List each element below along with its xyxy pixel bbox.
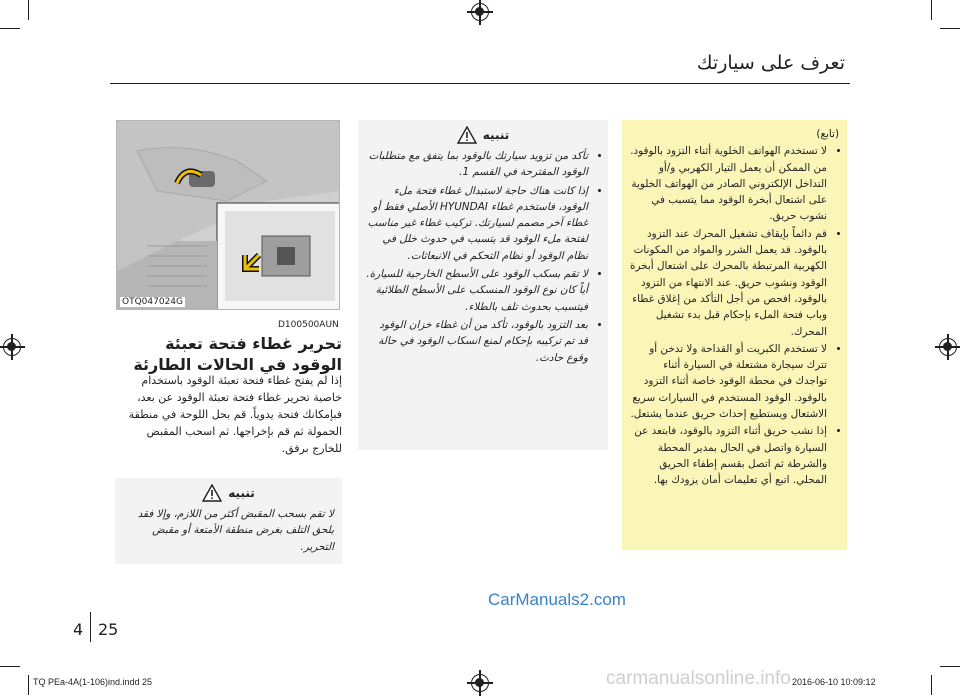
footer-filename: TQ PEa-4A(1-106)ind.indd 25 (33, 677, 153, 687)
warning-box-fuel (358, 120, 608, 450)
header-divider (110, 83, 850, 84)
section-code: D100500AUN (278, 320, 339, 330)
warning-box-handle (115, 478, 342, 564)
watermark-link[interactable]: CarManuals2.com (488, 590, 626, 609)
page-number: 25 (98, 620, 119, 639)
warning-title: تنبيه (228, 485, 255, 500)
crop-mark (931, 675, 932, 695)
warning-header (123, 484, 334, 502)
list-item: • لا تقم بسكب الوقود على الأسطح الخارجية للسيارة. أياً كان نوع الوقود المنسكب على الأسطح الطلائية فيتسبب بحدوث تلف بالطلاء. (366, 266, 588, 315)
crop-mark (28, 675, 29, 695)
footer-site-watermark[interactable]: carmanualsonline.info (606, 668, 791, 689)
registration-mark-icon (471, 3, 489, 21)
caution-box (622, 120, 847, 550)
crop-mark (931, 0, 932, 20)
crop-mark (0, 666, 20, 667)
caution-list (630, 143, 839, 488)
warning-triangle-icon (457, 126, 477, 144)
registration-mark-icon (939, 338, 957, 356)
page-number-divider (90, 612, 91, 642)
section-title: تحرير غطاء فتحة تعبئة الوقود في الحالات الطارئة (133, 334, 342, 374)
list-item: • إذا كانت هناك حاجة لاستبدال غطاء فتحة ملء الوقود، فاستخدم غطاء HYUNDAI الأصلي فقط أو غطاء آخر مصمم لسيارتك. تركيب غطاء غير مناسب لفتحة ملء الوقود قد يتسبب في حدوث خلل في نظام الوقود أو نظام التحكم في الانبعاثات. (366, 183, 588, 264)
footer-timestamp: 2016-06-10 10:09:12 (792, 677, 876, 687)
caution-continued-label: (تابع) (816, 128, 839, 140)
registration-mark-icon (3, 338, 21, 356)
fuel-door-release-photo (116, 120, 340, 310)
list-item: • قم دائماً بإيقاف تشغيل المحرك عند التزود بالوقود. قد يعمل الشرر والمواد من المكونات الكهربية المرتبطة بالمحرك على اشتعال أبخرة الوقود ونشوب حريق. عند الانتهاء من التزود بالوقود، افحص من أجل التأكد من إغلاق غطاء وباب فتحة الملء بإحكام قبل بدء تشغيل المحرك. (630, 226, 827, 340)
list-item: • بعد التزود بالوقود، تأكد من أن غطاء خزان الوقود قد تم تركيبه بإحكام لمنع انسكاب الوقود في حالة وقوع حادث. (366, 317, 588, 366)
list-item: • تأكد من تزويد سيارتك بالوقود بما يتفق مع متطلبات الوقود المقترحة في القسم 1. (366, 148, 588, 181)
list-item: • إذا نشب حريق أثناء التزود بالوقود، فابتعد عن السيارة واتصل في الحال بمدير المحطة والشرطة ثم اتصل بقسم إطفاء الحريق المحلي. اتبع أي تعليمات أمان يزودك بها. (630, 423, 827, 488)
crop-mark (940, 666, 960, 667)
list-item: • لا تستخدم الكبريت أو القداحة ولا تدخن أو تترك سيجارة مشتعلة في السيارة أثناء تواجدك في محطة الوقود خاصة أثناء التزود بالوقود. الوقود المستخدم في السيارات سريع الاشتعال ويستطيع إحداث حريق عندما يشتعل. (630, 341, 827, 422)
page-header-title: تعرف على سيارتك (696, 52, 845, 74)
chapter-number: 4 (73, 620, 84, 639)
photo-code: OTQ047024G (122, 297, 183, 307)
warning-triangle-icon (202, 484, 222, 502)
trunk-panel-illustration (117, 121, 340, 310)
list-item: • لا تستخدم الهواتف الخلوية أثناء التزود بالوقود. من الممكن أن يعمل التيار الكهربي و/أو التداخل الإلكتروني الصادر من الهواتف الخلوية على اشتعال أبخرة الوقود مما يتسبب في نشوب حريق. (630, 143, 827, 224)
warning-list (366, 148, 600, 366)
warning-text: لا تقم بسحب المقبض أكثر من اللازم، وإلا فقد يلحق التلف بغرض منطقة الأمتعة أو مقبض التحرير. (137, 508, 334, 553)
crop-mark (28, 0, 29, 20)
crop-mark (940, 28, 960, 29)
section-body: إذا لم يفتح غطاء فتحة تعبئة الوقود باستخدام خاصية تحرير غطاء فتحة تعبئة الوقود عن بعد، فبإمكانك فتحة يدوياً. قم بحل اللوحة في منطقة الحمولة ثم قم بإخراجها. ثم اسحب المقبض للخارج برفق. (128, 374, 342, 455)
warning-header (366, 126, 600, 144)
registration-mark-icon (471, 674, 489, 692)
warning-title: تنبيه (482, 127, 510, 142)
crop-mark (0, 28, 20, 29)
